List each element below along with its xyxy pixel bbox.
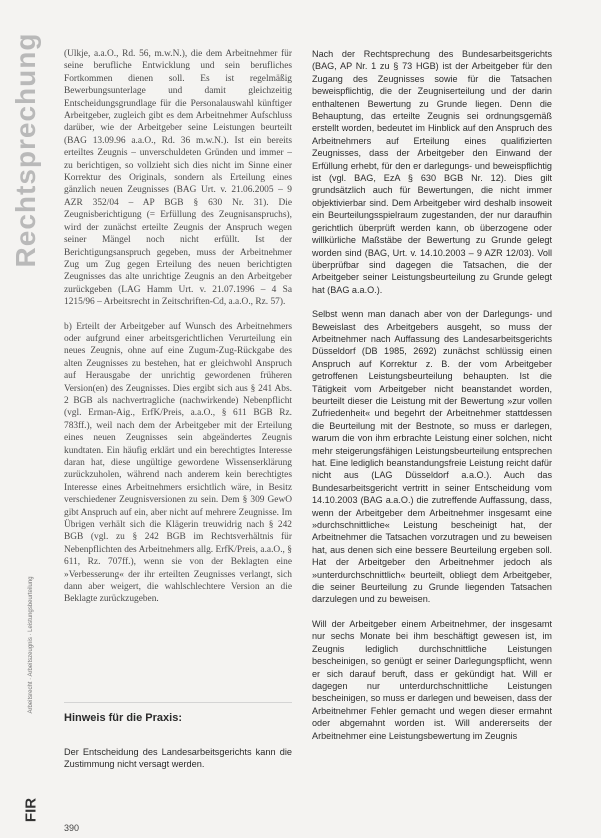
left-paragraph-2: b) Erteilt der Arbeitgeber auf Wunsch des Arbeitnehmers oder aufgrund einer arbeitsgerichtlichen Verurteilung ein neues Zeugnis, ohne auf eine Zugum-Zug-Rückgabe des alten Zeugnisses zu bestehen, hat er gleichwohl Anspruch auf Herausgabe der unrichtig gewordenen früheren Version(en) des Zeugnisses. Dies ergibt sich aus § 241 Abs. 2 BGB als nachvertragliche (nachwirkende) Nebenpflicht (vgl. Erman-Aig., ErfK/Preis, a.a.O., § 611 BGB Rz. 783ff.), weil nach dem der Arbeitgeber mit der Erteilung eines neuen Zeugnisses sein abgeändertes Zeugnis kundtaten. Ein häufig erklärt und ein berechtigtes Interesse daran hat, diese ungültige gewordene Wissenserklärung zurückzuholen, während nach anderem kein berechtigtes Interesse eines Arbeitnehmers ersichtlich wäre, in Besitz verschiedener Zeugnisversionen zu sein. Dem § 309 GewO gibt Anspruch auf ein, aber nicht auf mehrere Zeugnisse. Im Übrigen verhält sich die Klägerin treuwidrig nach § 242 BGB (vgl. zu § 242 BGB im Rechtsverhältnis für Nebenpflichten des Arbeitnehmers allg. ErfK/Preis, a.a.O., § 611, Rz. 707ff.), wenn sie von der Beklagten eine »Verbesserung« der ihr erteilten Zeugnisses verlangt, sich dann aber weigert, die wahlschlechtere Version an die Beklagte zurückzugeben.	[64, 321, 292, 605]
journal-logo	[18, 792, 44, 828]
journal-logo-text: FIR	[22, 797, 40, 823]
practice-note-heading: Hinweis für die Praxis:	[64, 712, 182, 724]
left-paragraph-1: (Ulkje, a.a.O., Rd. 56, m.w.N.), die dem Arbeitnehmer für seine berufliche Entwicklung und sein berufliches Fortkommen dienen soll. Es ist regelmäßig Bewerbungsunterlage und damit gleichzeitig Entscheidungsgrundlage für die Personalauswahl künftiger Arbeitgeber, zugleich gibt es dem Arbeitnehmer Aufschluss darüber, wie der Arbeitgeber seine Leistungen beurteilt (BAG 13.09.96 a.a.O., Rd. 36 m.w.N.). Ist ein bereits erteiltes Zeugnis – unverschuldeten Gründen und immer – zu berichtigen, so vollzieht sich dies nicht im Sinne einer Korrektur des Originals, sondern als Erteilung eines gänzlich neuen Zeugnisses (BAG Urt. v. 21.06.2005 – 9 AZR 352/04 – AP BGB § 630 Nr. 31). Die Zeugnisberichtigung (= Erfüllung des Zeugnisanspruchs), wird der zunächst erteilte Zeugnis der Anspruch wegen seiner Mängel noch nicht erfüllt. Ist der Berichtigungsanspruch gegeben, muss der Arbeitnehmer Zug um Zug gegen Erteilung des neuen berichtigten Zeugnisses das alte unrichtige Zeugnis an den Arbeitgeber zurückgeben (LAG Hamm Urt. v. 21.07.1996 – 4 Sa 1215/96 – Arbeitsrecht in Zeitschriften-Cd, a.a.O., Rz. 57).	[64, 49, 292, 308]
section-title-vertical	[6, 32, 46, 268]
right-paragraph-1: Nach der Rechtsprechung des Bundesarbeitsgerichts (BAG, AP Nr. 1 zu § 73 HGB) ist der Arbeitgeber für den Zugang des Zeugnisses sowie für die Tatsachen beweispflichtig, die der Zeugniserteilung und der darin enthaltenen Bewertung zu Grunde liegen. Denn die Behauptung, das erteilte Zeugnis sei ordnungsgemäß erstellt worden, bedeutet im Hinblick auf den Anspruch des Arbeitnehmers auf Erteilung eines qualifizierten Zeugnisses, dass der Arbeitgeber den Einwand der Erfüllung erhebt, für den er darlegungs- und beweispflichtig ist (vgl. BAG, EzA § 630 BGB Nr. 12). Dies gilt grundsätzlich auch für Bewertungen, die nicht immer objektivierbar sind. Dem Arbeitgeber wird deshalb insoweit ein Beurteilungsspielraum zugestanden, der nur daraufhin gerichtlich überprüft werden kann, ob überzogene oder willkürliche Maßstäbe der Bewertung zu Grunde gelegt worden sind (BAG, Urt. v. 14.10.2003 – 9 AZR 12/03). Voll überprüfbar sind dagegen die Tatsachen, die der Arbeitgeber seiner Leistungsbeurteilung zu Grunde gelegt hat (BAG a.a.O.).	[312, 49, 552, 295]
right-paragraph-3: Will der Arbeitgeber einem Arbeitnehmer, der insgesamt nur sechs Monate bei ihm beschäftigt gewesen ist, im Zeugnis lediglich durchschnittliche Leistungen bescheinigen, so genügt er seiner Darlegungspflicht, wenn er sich darauf beruft, dass er gekündigt hat. Will er dagegen nur unterdurchschnittliche Leistungen bescheinigen, so muss er darlegen und beweisen, dass der Arbeitnehmer Fehler gemacht und wegen dieser ermahnt oder abgemahnt worden ist. Will andererseits der Arbeitnehmer eine Leistungsbewertung im Zeugnis	[312, 618, 552, 741]
page-number: 390	[64, 823, 80, 833]
right-column	[312, 48, 552, 754]
journal-reference-text: Arbeitsrecht · Arbeitszeugnis · Leistungsbeurteilung	[28, 576, 34, 714]
right-paragraph-2: Selbst wenn man danach aber von der Darlegungs- und Beweislast des Arbeitgebers ausgeht, so muss der Arbeitnehmer nach Auffassung des Landesarbeitsgerichts Düsseldorf (DB 1985, 2692) zunächst schlüssig einen Anspruch auf Korrektur z. B. der vom Arbeitgeber getroffenen Leistungsbeurteilung behaupten. Ist die Tätigkeit vom Arbeitgeber nicht beanstandet worden, beurteilt dieser die Leistung mit der Bewertung »zur vollen Zufriedenheit« und begehrt der Arbeitnehmer stattdessen die Beurteilung mit der Bestnote, so muss er darlegen, warum die von ihm erbrachte Leistung einer solchen, nicht mehr steigerungsfähigen Leistungsbeurteilung entsprechen hat. Eine lediglich beanstandungsfreie Leistung reicht dafür nicht aus (LAG Düsseldorf a.a.O.). Auch das Bundesarbeitsgericht vertritt in seiner Entscheidung vom 14.10.2003 (BAG a.a.O.) die zutreffende Auffassung, dass, wenn der Arbeitgeber dem Arbeitnehmer insgesamt eine »durchschnittliche« Leistung bescheinigt hat, der Arbeitnehmer die Tatsachen vorzutragen und zu beweisen hat, aus denen sich eine bessere Beurteilung ergeben soll. Hat der Arbeitgeber den Arbeitnehmer jedoch als »unterdurchschnittlich« beurteilt, obliegt dem Arbeitgeber, die seiner Beurteilung zu Grunde liegenden Tatsachen darzulegen und zu beweisen.	[312, 309, 552, 605]
left-column	[64, 48, 292, 618]
section-title-text: Rechtsprechung	[10, 32, 41, 268]
journal-reference-vertical	[24, 520, 38, 770]
section-divider	[64, 702, 292, 703]
practice-note-text: Der Entscheidung des Landesarbeitsgerichts kann die Zustimmung nicht versagt werden.	[64, 747, 292, 770]
